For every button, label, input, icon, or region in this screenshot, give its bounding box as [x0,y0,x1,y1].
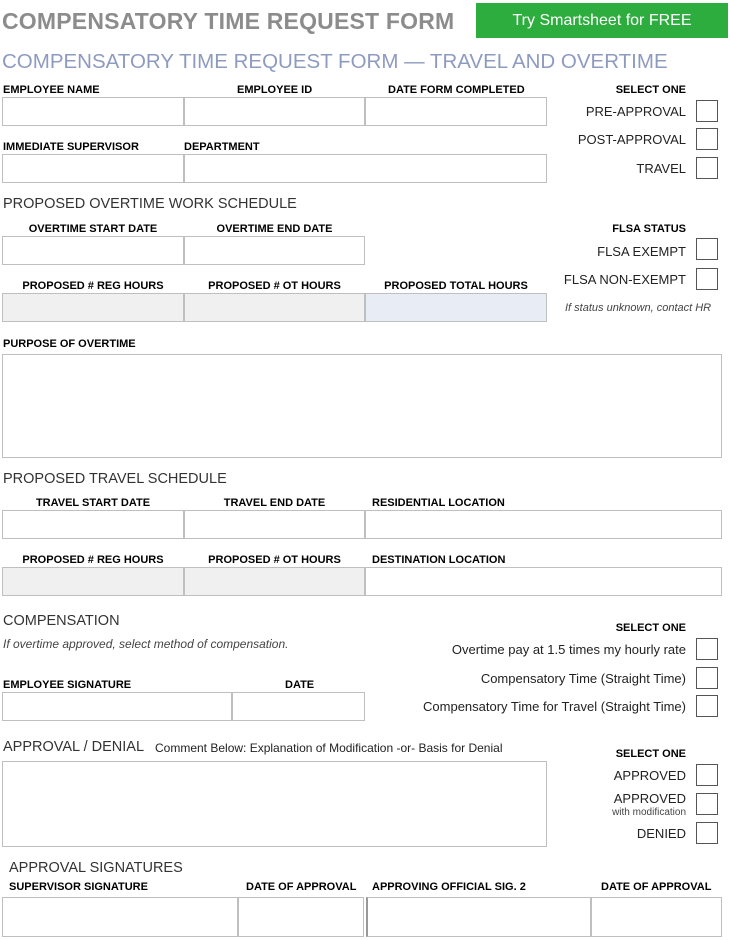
travel-reg-hours-field[interactable] [2,567,184,596]
overtime-section-heading: PROPOSED OVERTIME WORK SCHEDULE [3,196,297,212]
employee-signature-label: EMPLOYEE SIGNATURE [3,679,132,691]
travel-section-heading: PROPOSED TRAVEL SCHEDULE [3,471,227,487]
comp-time-travel-checkbox[interactable] [696,695,718,717]
approving-official-label: APPROVING OFFICIAL SIG. 2 [372,881,526,893]
supervisor-signature-field[interactable] [2,897,238,937]
flsa-non-exempt-checkbox[interactable] [696,268,718,290]
flsa-heading: FLSA STATUS [612,223,686,235]
employee-signature-date-field[interactable] [232,692,365,721]
approval-comment-note: Comment Below: Explanation of Modification -or- Basis for Denial [155,741,503,755]
compensation-heading: COMPENSATION [3,613,120,629]
travel-start-field[interactable] [2,510,184,539]
travel-end-field[interactable] [184,510,365,539]
approval-heading: APPROVAL / DENIAL [3,739,145,755]
supervisor-label: IMMEDIATE SUPERVISOR [3,141,139,153]
employee-id-label: EMPLOYEE ID [237,84,313,96]
approval-comment-field[interactable] [2,761,547,847]
employee-id-field[interactable] [184,97,365,126]
employee-signature-field[interactable] [2,692,232,721]
date-of-approval-2-label: DATE OF APPROVAL [601,881,712,893]
overtime-start-label: OVERTIME START DATE [28,223,158,235]
approved-mod-checkbox[interactable] [696,793,718,815]
date-of-approval-1-label: DATE OF APPROVAL [246,881,357,893]
department-label: DEPARTMENT [184,141,260,153]
denied-checkbox[interactable] [696,822,718,844]
travel-label: TRAVEL [636,161,686,176]
residential-location-field[interactable] [365,510,722,539]
date-of-approval-2-field[interactable] [591,897,722,937]
supervisor-field[interactable] [2,154,184,183]
comp-time-checkbox[interactable] [696,667,718,689]
flsa-exempt-checkbox[interactable] [696,238,718,260]
ot-ot-hours-field[interactable] [184,293,365,322]
approved-mod-label: APPROVED [613,791,686,806]
date-of-approval-1-field[interactable] [238,897,364,937]
try-smartsheet-button[interactable]: Try Smartsheet for FREE [476,3,728,38]
ot-total-hours-field[interactable] [365,293,547,322]
ot-ot-hours-label: PROPOSED # OT HOURS [208,280,341,292]
supervisor-signature-label: SUPERVISOR SIGNATURE [9,881,148,893]
residential-location-label: RESIDENTIAL LOCATION [372,497,505,509]
pre-approval-checkbox[interactable] [696,100,718,122]
ot-total-hours-label: PROPOSED TOTAL HOURS [384,280,528,292]
flsa-note: If status unknown, contact HR [565,302,712,314]
travel-reg-hours-label: PROPOSED # REG HOURS [22,554,164,566]
request-type-heading: SELECT ONE [615,84,686,96]
signatures-heading: APPROVAL SIGNATURES [9,860,183,876]
employee-name-label: EMPLOYEE NAME [3,84,100,96]
overtime-end-label: OVERTIME END DATE [216,223,333,235]
overtime-start-field[interactable] [2,236,184,265]
pre-approval-label: PRE-APPROVAL [585,104,686,119]
overtime-end-field[interactable] [184,236,365,265]
approving-official-field[interactable] [366,897,591,937]
page-title: COMPENSATORY TIME REQUEST FORM [2,8,455,34]
destination-location-field[interactable] [365,567,722,596]
denied-label: DENIED [636,826,686,841]
employee-name-field[interactable] [2,97,184,126]
flsa-exempt-label: FLSA EXEMPT [597,244,686,259]
comp-time-travel-label: Compensatory Time for Travel (Straight Time) [423,699,686,714]
overtime-pay-checkbox[interactable] [696,638,718,660]
form-subtitle: COMPENSATORY TIME REQUEST FORM — TRAVEL AND OVERTIME [2,50,668,73]
approved-mod-sublabel: with modification [612,807,686,818]
travel-ot-hours-field[interactable] [184,567,365,596]
purpose-field[interactable] [2,354,722,458]
flsa-non-exempt-label: FLSA NON-EXEMPT [563,272,686,287]
travel-start-label: TRAVEL START DATE [35,497,151,509]
overtime-pay-label: Overtime pay at 1.5 times my hourly rate [451,642,686,657]
purpose-label: PURPOSE OF OVERTIME [3,338,136,350]
employee-signature-date-label: DATE [285,679,315,691]
travel-end-label: TRAVEL END DATE [223,497,326,509]
approved-label: APPROVED [613,768,686,783]
compensation-note: If overtime approved, select method of compensation. [3,637,289,651]
date-completed-label: DATE FORM COMPLETED [388,84,525,96]
approved-checkbox[interactable] [696,764,718,786]
travel-ot-hours-label: PROPOSED # OT HOURS [208,554,341,566]
post-approval-label: POST-APPROVAL [577,132,686,147]
post-approval-checkbox[interactable] [696,128,718,150]
compensation-select-heading: SELECT ONE [615,622,686,634]
approval-select-heading: SELECT ONE [615,748,686,760]
travel-checkbox[interactable] [696,157,718,179]
destination-location-label: DESTINATION LOCATION [372,554,506,566]
ot-reg-hours-field[interactable] [2,293,184,322]
ot-reg-hours-label: PROPOSED # REG HOURS [22,280,164,292]
comp-time-label: Compensatory Time (Straight Time) [480,671,686,686]
